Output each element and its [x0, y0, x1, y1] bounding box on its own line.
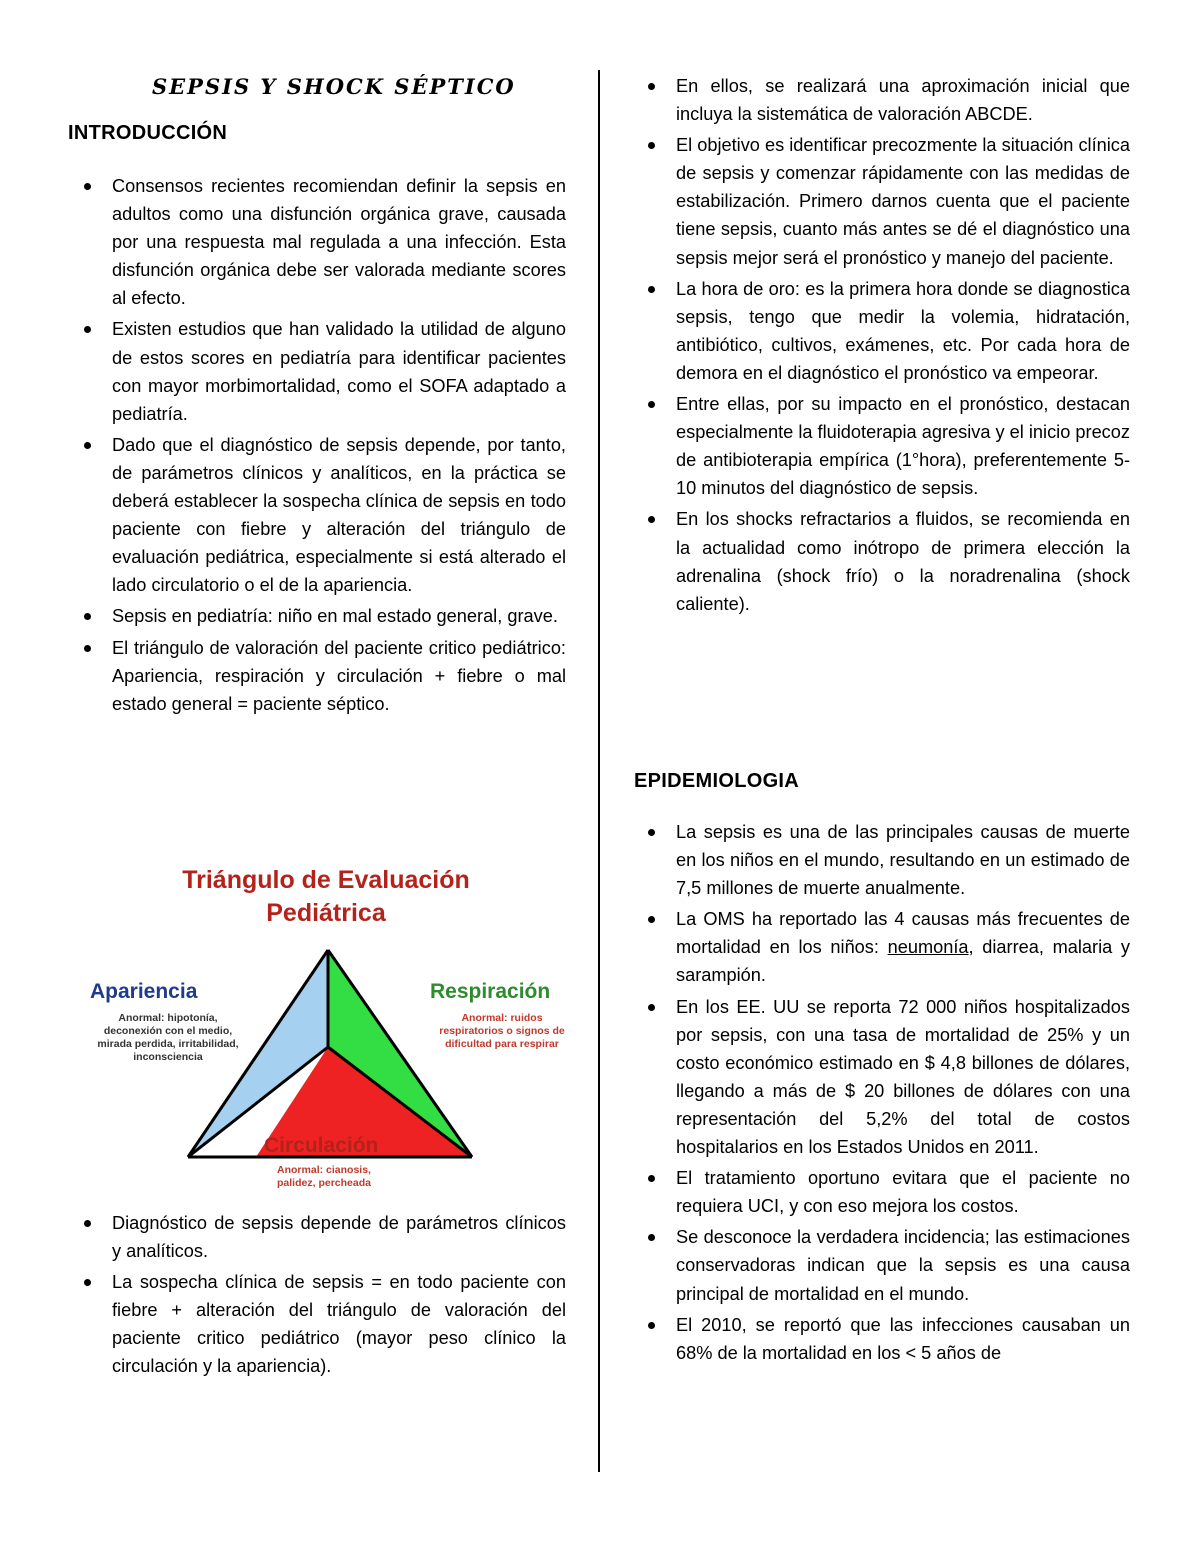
list-item: El 2010, se reportó que las infecciones causaban un 68% de la mortalidad en los < 5 años de: [632, 1311, 1130, 1367]
underlined-term: neumonía: [887, 937, 969, 958]
text-span: La OMS ha reportado las 4 causas más frecuentes de mortalidad en los niños:: [676, 909, 1130, 958]
list-item: Entre ellas, por su impacto en el pronóstico, destacan especialmente la fluidoterapia agresiva y el inicio precoz de antibioterapia empírica (1°hora), preferentemente 5-10 minutos del diagnóstico de sepsis.: [632, 390, 1130, 502]
epidemiologia-heading: EPIDEMIOLOGIA: [634, 770, 800, 792]
note-line: Anormal: hipotonía,: [118, 1012, 218, 1024]
apariencia-label: Apariencia: [90, 980, 198, 1003]
text-span: , diarrea, malaria y sarampión.: [676, 937, 1130, 986]
column-divider: [598, 70, 600, 1472]
list-item: Consensos recientes recomiendan definir la sepsis en adultos como una disfunción orgánica grave, causada por una respuesta mal regulada a una infección. Esta disfunción orgánica debe ser valorada mediante scores al efecto.: [68, 172, 566, 312]
note-line: deconexión con el medio,: [103, 1025, 233, 1037]
list-item: La sospecha clínica de sepsis = en todo paciente con fiebre + alteración del triángulo de valoración del paciente critico pediátrico (mayor peso clínico la circulación y la apariencia).: [68, 1268, 566, 1380]
list-item: La hora de oro: es la primera hora donde se diagnostica sepsis, tengo que medir la volemia, hidratación, antibiótico, cultivos, exámenes, etc. Por cada hora de demora en el diagnóstico el pronóstico va empeorar.: [632, 275, 1130, 387]
note-line: mirada perdida, irritabilidad,: [97, 1038, 239, 1050]
document-title: SEPSIS Y SHOCK SÉPTICO: [152, 74, 516, 99]
list-item: En ellos, se realizará una aproximación inicial que incluya la sistemática de valoración ABCDE.: [632, 72, 1130, 128]
after-figure-bullet-list: [68, 1209, 566, 1384]
list-item: El triángulo de valoración del paciente critico pediátrico: Apariencia, respiración y circulación + fiebre o mal estado general = paciente séptico.: [68, 634, 566, 718]
right-bullet-list: [632, 72, 1130, 621]
list-item: En los EE. UU se reporta 72 000 niños hospitalizados por sepsis, con una tasa de mortalidad de 25% y un costo económico estimado en $ 4,8 billones de dólares, llegando a más de $ 20 billones de dólares con una representación del 5,2% del total de costos hospitalarios en los Estados Unidos en 2011.: [632, 993, 1130, 1162]
list-item: Diagnóstico de sepsis depende de parámetros clínicos y analíticos.: [68, 1209, 566, 1265]
figure-title-line: Triángulo de Evaluación: [182, 866, 470, 894]
list-item: El tratamiento oportuno evitara que el paciente no requiera UCI, y con eso mejora los costos.: [632, 1164, 1130, 1220]
note-line: inconsciencia: [133, 1051, 203, 1063]
list-item: El objetivo es identificar precozmente la situación clínica de sepsis y comenzar rápidamente con las medidas de estabilización. Primero darnos cuenta que el paciente tiene sepsis, cuanto más antes se dé el diagnóstico una sepsis mejor será el pronóstico y manejo del paciente.: [632, 131, 1130, 271]
note-line: dificultad para respirar: [445, 1038, 559, 1050]
note-line: Anormal: ruidos: [461, 1012, 543, 1024]
list-item: Existen estudios que han validado la utilidad de alguno de estos scores en pediatría para identificar pacientes con mayor morbimortalidad, como el SOFA adaptado a pediatría.: [68, 315, 566, 427]
epidemiologia-bullet-list: [632, 818, 1130, 1370]
list-item: En los shocks refractarios a fluidos, se recomienda en la actualidad como inótropo de primera elección la adrenalina (shock frío) o la noradrenalina (shock caliente).: [632, 505, 1130, 617]
note-line: respiratorios o signos de: [439, 1025, 565, 1037]
note-line: palidez, percheada: [277, 1177, 371, 1189]
respiracion-label: Respiración: [430, 980, 551, 1003]
circulacion-label: Circulación: [264, 1134, 379, 1157]
triangle-figure: [68, 862, 584, 1198]
note-line: Anormal: cianosis,: [277, 1164, 371, 1176]
list-item: [632, 905, 1130, 989]
figure-title-line: Pediátrica: [266, 899, 386, 927]
figure-title: [68, 864, 584, 930]
list-item: Sepsis en pediatría: niño en mal estado general, grave.: [68, 602, 566, 630]
respiracion-note: [422, 1012, 582, 1051]
apariencia-note: [68, 1012, 268, 1064]
intro-bullet-list: [68, 172, 566, 721]
list-item: Dado que el diagnóstico de sepsis depende, por tanto, de parámetros clínicos y analíticos, en la práctica se deberá establecer la sospecha clínica de sepsis en todo paciente con fiebre y alteración del triángulo de evaluación pediátrica, especialmente si está alterado el lado circulatorio o el de la apariencia.: [68, 431, 566, 600]
circulacion-note: [254, 1164, 394, 1190]
intro-heading: INTRODUCCIÓN: [68, 122, 228, 144]
list-item: La sepsis es una de las principales causas de muerte en los niños en el mundo, resultando en un estimado de 7,5 millones de muerte anualmente.: [632, 818, 1130, 902]
list-item: Se desconoce la verdadera incidencia; las estimaciones conservadoras indican que la sepsis es una causa principal de mortalidad en el mundo.: [632, 1223, 1130, 1307]
